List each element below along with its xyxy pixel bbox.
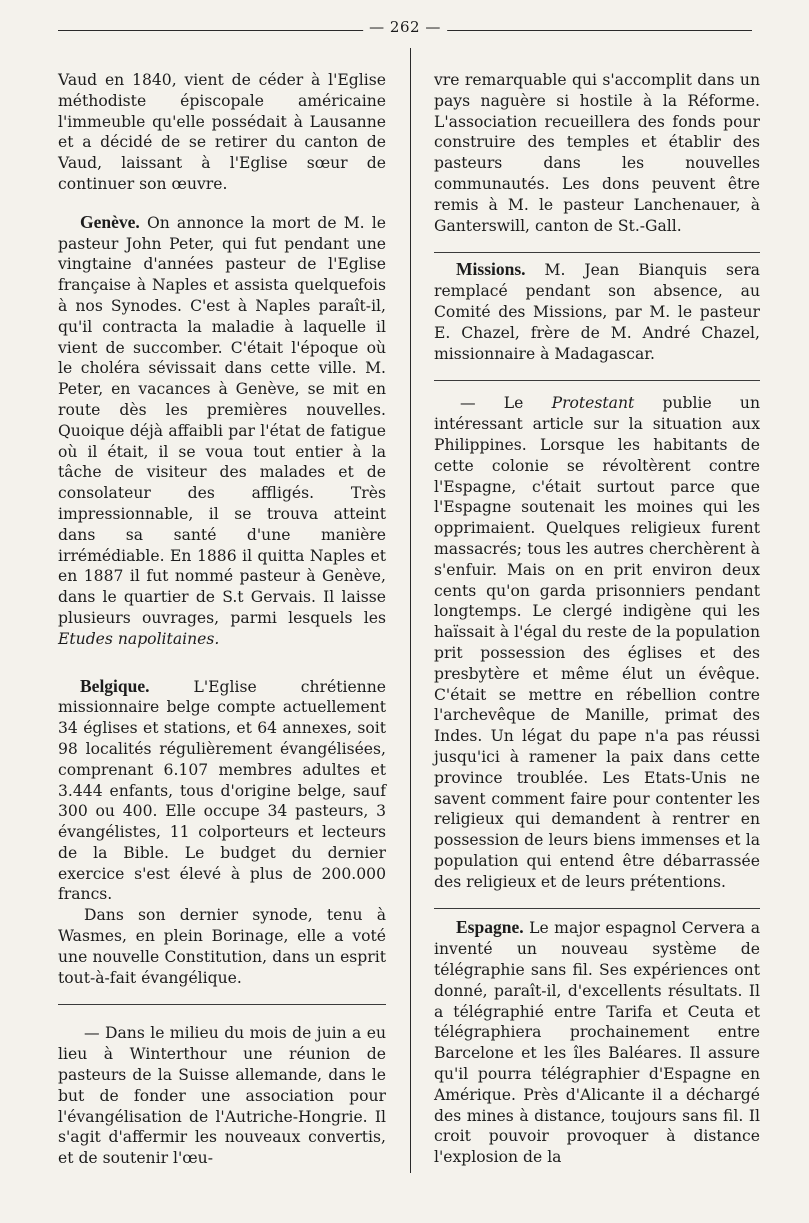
belgique-heading: Belgique. (80, 675, 150, 696)
geneve-heading: Genève. (80, 211, 140, 232)
association-paragraph: vre remarquable qui s'accomplit dans un pays naguère si hostile à la Réforme. L'association recueillera des fonds pour construire des temples et établir des pasteurs dans les nouvelles communautés. Les dons peuvent être remis à M. le pasteur Lanchenauer, à Ganterswill, canton de St.-Gall. (434, 71, 760, 235)
belgique-paragraph (58, 676, 386, 906)
geneve-text: On annonce la mort de M. le pasteur John Peter, qui fut pendant une vingtaine d'années pasteur de l'Eglise française à Naples et assista quelquefois à nos Synodes. C'est à Naples paraît-il, qu'il contracta la maladie à laquelle il vient de succomber. C'était l'époque où le choléra sévissait dans cette ville. M. Peter, en vacances à Genève, se mit en route dès les premières nouvelles. Quoique déjà affaibli par l'état de fatigue où il était, il se voua tout entier à la tâche de visiteur des malades et de consolateur des affligés. Très impressionnable, il se trouva atteint dans sa santé d'une manière irrémédiable. En 1886 il quitta Naples et en 1887 il fut nommé pasteur à Genève, dans le quartier de S.t Gervais. Il laisse plusieurs ouvrages, parmi lesquels les (58, 213, 386, 627)
protestant-title: Protestant (551, 394, 635, 413)
column-divider (410, 48, 411, 1173)
geneve-paragraph (58, 212, 386, 650)
separator-rule-2 (434, 380, 760, 381)
left-column (58, 70, 386, 1169)
page-header (58, 8, 752, 38)
separator-rule (58, 1004, 386, 1005)
protestant-dash: — Le (460, 394, 524, 413)
vaud-paragraph: Vaud en 1840, vient de céder à l'Eglise méthodiste épiscopale américaine l'immeuble qu'elle possédait à Lausanne et a décidé de se retirer du canton de Vaud, laissant à l'Eglise sœur de continuer son œuvre. (58, 71, 386, 193)
missions-paragraph (434, 259, 760, 364)
espagne-text: Le major espagnol Cervera a inventé un nouveau système de télégraphie sans fil. Ses expériences ont donné, paraît-il, d'excellents résultats. Il a télégraphié entre Tarifa et Ceuta et télégraphiera prochainement entre Barcelone et les îles Baléares. Il assure qu'il pourra télégraphier d'Espagne en Amérique. Près d'Alicante il a déchargé des mines à distance, toujours sans fil. Il croit pouvoir provoquer à distance l'explosion de la (434, 919, 760, 1167)
missions-text: M. Jean Bianquis sera remplacé pendant son absence, au Comité des Missions, par M. le pasteur E. Chazel, frère de M. André Chazel, missionnaire à Madagascar. (434, 261, 760, 363)
separator-rule-3 (434, 908, 760, 909)
belgique-text: L'Eglise chrétienne missionnaire belge compte actuellement 34 églises et stations, et 64 annexes, soit 98 localités régulièrement évangélisées, comprenant 6.107 membres adultes et 3.444 enfants, tous d'origine belge, sauf 300 ou 400. Elle occupe 34 pasteurs, 3 évangélistes, 11 colporteurs et lecteurs de la Bible. Le budget du dernier exercice s'est élevé à plus de 200.000 francs. (58, 677, 386, 904)
belgique-synod-paragraph: Dans son dernier synode, tenu à Wasmes, en plein Borinage, elle a voté une nouvelle Constitution, dans un esprit tout-à-fait évangélique. (58, 906, 386, 987)
suisse-paragraph: — Dans le milieu du mois de juin a eu lieu à Winterthour une réunion de pasteurs de la Suisse allemande, dans le but de fonder une association pour l'évangélisation de l'Autriche-Hongrie. Il s'agit d'affermir les nouveaux convertis, et de soutenir l'œu- (58, 1024, 386, 1168)
espagne-heading: Espagne. (456, 917, 524, 938)
espagne-paragraph (434, 917, 760, 1168)
missions-heading: Missions. (456, 259, 526, 280)
separator-rule-1 (434, 252, 760, 253)
page-number: — 262 — (363, 18, 447, 36)
protestant-text: publie un intéressant article sur la situation aux Philippines. Lorsque les habitants de cette colonie se révoltèrent contre l'Espagne, c'était surtout parce que l'Espagne soutenait les moines qui les opprimaient. Quelques religieux furent massacrés; tous les autres cherchèrent à s'enfuir. Mais on en prit environ deux cents qu'on garda prisonniers pendant longtemps. Le clergé indigène qui les haïssait à l'égal du reste de la population prit possession des églises et des presbytère et même élut un évêque. C'était se mettre en rébellion contre l'archevêque de Manille, primat des Indes. Un légat du pape n'a pas réussi jusqu'ici à ramener la paix dans cette province troublée. Les Etats-Unis ne savent comment faire pour contenter les religieux qui demandent à rentrer en possession de leurs biens immenses et la population qui entend être débarrassée des religieux et de leurs prétentions. (434, 394, 760, 891)
protestant-paragraph (434, 393, 760, 892)
right-column (434, 70, 760, 1168)
geneve-book-title: Etudes napolitaines. (58, 629, 220, 648)
